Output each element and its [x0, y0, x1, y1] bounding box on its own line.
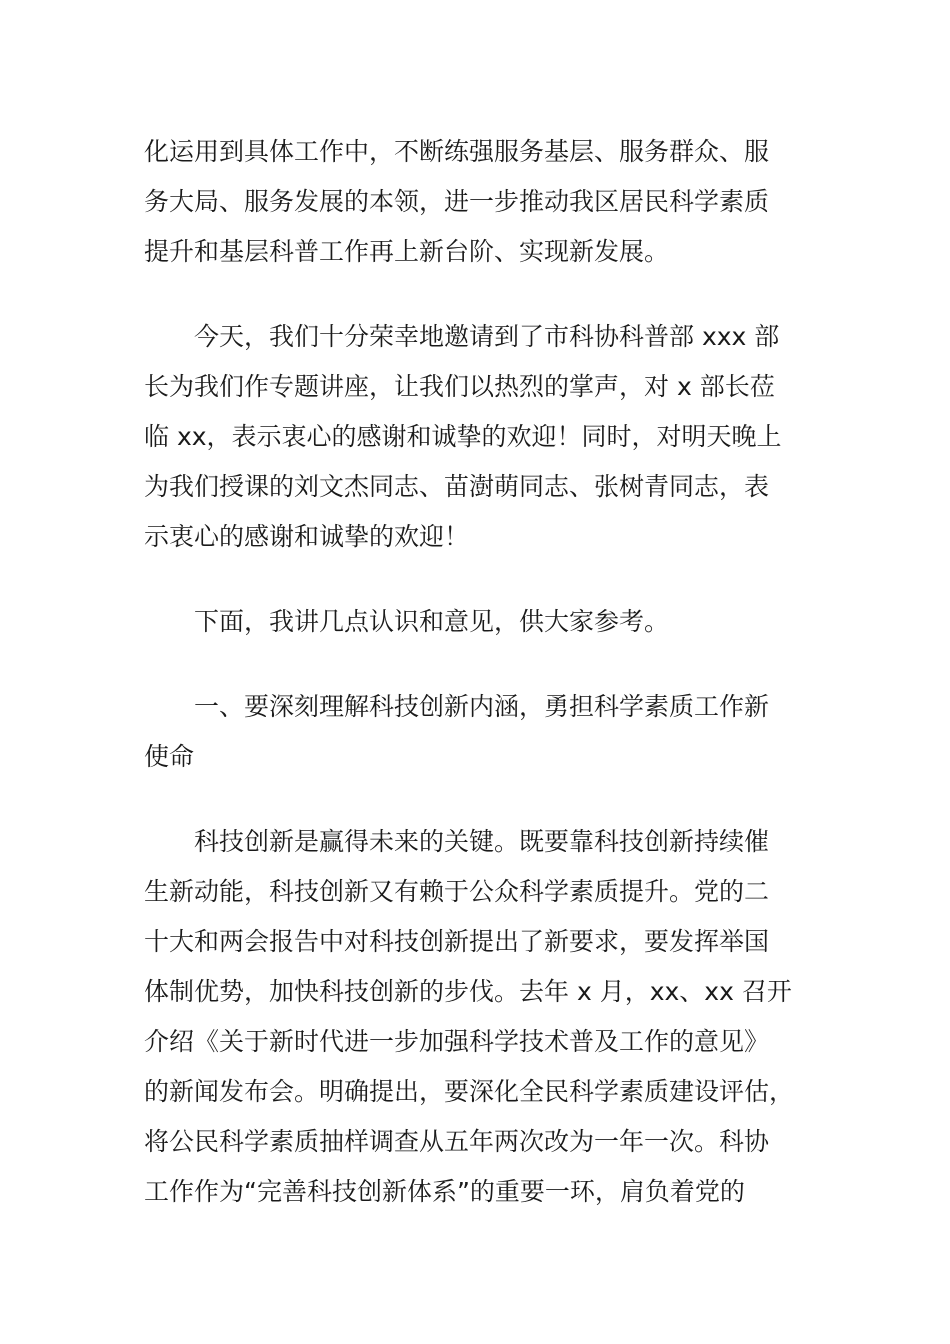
paragraph-1-line-3: 提升和基层科普工作再上新台阶、实现新发展。	[144, 237, 670, 266]
paragraph-5-line-6: 的新闻发布会。明确提出，要深化全民科学素质建设评估，	[144, 1077, 795, 1106]
paragraph-3-line-1: 下面，我讲几点认识和意见，供大家参考。	[194, 607, 670, 636]
paragraph-2-line-3: 临 xx，表示衷心的感谢和诚挚的欢迎！同时，对明天晚上	[144, 422, 782, 451]
paragraph-5-line-3: 十大和两会报告中对科技创新提出了新要求，要发挥举国	[144, 927, 770, 956]
section-heading-line-2: 使命	[144, 742, 195, 771]
paragraph-2-line-4: 为我们授课的刘文杰同志、苗澍萌同志、张树青同志，表	[144, 472, 770, 501]
paragraph-1-line-1: 化运用到具体工作中，不断练强服务基层、服务群众、服	[144, 137, 770, 166]
paragraph-2-line-1: 今天，我们十分荣幸地邀请到了市科协科普部 xxx 部	[194, 322, 780, 351]
paragraph-5-line-8: 工作作为“完善科技创新体系”的重要一环，肩负着党的	[144, 1177, 745, 1206]
paragraph-5-line-4: 体制优势，加快科技创新的步伐。去年 x 月，xx、xx 召开	[144, 977, 792, 1006]
section-heading-line-1: 一、要深刻理解科技创新内涵，勇担科学素质工作新	[194, 692, 770, 721]
paragraph-5-line-1: 科技创新是赢得未来的关键。既要靠科技创新持续催	[194, 827, 770, 856]
paragraph-2-line-2: 长为我们作专题讲座，让我们以热烈的掌声，对 x 部长莅	[144, 372, 775, 401]
paragraph-1-line-2: 务大局、服务发展的本领，进一步推动我区居民科学素质	[144, 187, 770, 216]
paragraph-2-line-5: 示衷心的感谢和诚挚的欢迎！	[144, 522, 470, 551]
paragraph-5-line-5: 介绍《关于新时代进一步加强科学技术普及工作的意见》	[144, 1027, 770, 1056]
paragraph-5-line-7: 将公民科学素质抽样调查从五年两次改为一年一次。科协	[144, 1127, 770, 1156]
paragraph-5-line-2: 生新动能，科技创新又有赖于公众科学素质提升。党的二	[144, 877, 770, 906]
